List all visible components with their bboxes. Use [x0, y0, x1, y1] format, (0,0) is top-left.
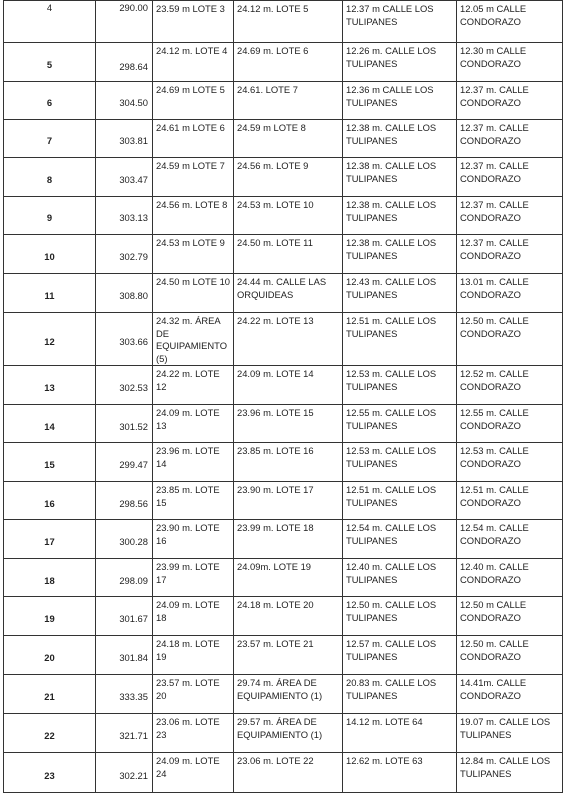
boundary-4-cell: 12.50 m. CALLE CONDORAZO	[457, 313, 563, 366]
boundary-1-cell: 23.96 m. LOTE 14	[153, 443, 234, 482]
boundary-4-cell: 12.37 m. CALLE CONDORAZO	[457, 120, 563, 158]
boundary-3-cell: 12.50 m. CALLE LOS TULIPANES	[343, 597, 457, 636]
boundary-1-cell: 24.09 m. LOTE 24	[153, 753, 234, 793]
lot-number-cell: 7	[4, 120, 96, 158]
table-row	[4, 120, 563, 158]
boundary-4-cell: 12.84 m. CALLE LOS TULIPANES	[457, 753, 563, 793]
boundary-4-cell: 12.30 m CALLE CONDORAZO	[457, 43, 563, 82]
boundary-2-cell: 24.61. LOTE 7	[234, 82, 343, 120]
boundary-2-cell: 24.09 m. LOTE 14	[234, 366, 343, 405]
area-cell: 301.84	[96, 636, 153, 675]
boundary-4-cell: 12.50 m. CALLE CONDORAZO	[457, 636, 563, 675]
area-cell: 302.21	[96, 753, 153, 793]
lot-number-cell: 16	[4, 482, 96, 520]
boundary-3-cell: 12.43 m. CALLE LOS TULIPANES	[343, 274, 457, 313]
lot-number-cell: 12	[4, 313, 96, 366]
table-row	[4, 1, 563, 43]
lot-number-cell: 6	[4, 82, 96, 120]
boundary-3-cell: 12.53 m. CALLE LOS TULIPANES	[343, 366, 457, 405]
lot-number-cell: 19	[4, 597, 96, 636]
boundary-4-cell: 12.54 m. CALLE CONDORAZO	[457, 520, 563, 559]
table-row	[4, 43, 563, 82]
boundary-4-cell: 12.55 m. CALLE CONDORAZO	[457, 405, 563, 443]
boundary-4-cell: 12.53 m. CALLE CONDORAZO	[457, 443, 563, 482]
table-row	[4, 753, 563, 793]
boundary-3-cell: 12.62 m. LOTE 63	[343, 753, 457, 793]
lot-number-cell: 11	[4, 274, 96, 313]
boundary-2-cell: 29.57 m. ÁREA DE EQUIPAMIENTO (1)	[234, 714, 343, 753]
boundary-2-cell: 24.56 m. LOTE 9	[234, 158, 343, 197]
table-row	[4, 636, 563, 675]
area-cell: 299.47	[96, 443, 153, 482]
boundary-2-cell: 23.57 m. LOTE 21	[234, 636, 343, 675]
boundary-3-cell: 12.38 m. CALLE LOS TULIPANES	[343, 120, 457, 158]
boundary-4-cell: 12.40 m. CALLE CONDORAZO	[457, 559, 563, 597]
table-row	[4, 197, 563, 235]
boundary-4-cell: 12.37 m. CALLE CONDORAZO	[457, 235, 563, 274]
boundary-2-cell: 23.90 m. LOTE 17	[234, 482, 343, 520]
lot-boundaries-table	[3, 0, 563, 793]
boundary-4-cell: 12.37 m. CALLE CONDORAZO	[457, 197, 563, 235]
table-row	[4, 82, 563, 120]
boundary-2-cell: 23.99 m. LOTE 18	[234, 520, 343, 559]
boundary-2-cell: 24.53 m. LOTE 10	[234, 197, 343, 235]
area-cell: 333.35	[96, 675, 153, 714]
boundary-2-cell: 24.18 m. LOTE 20	[234, 597, 343, 636]
lot-number-cell: 15	[4, 443, 96, 482]
lot-number-cell: 13	[4, 366, 96, 405]
area-cell: 321.71	[96, 714, 153, 753]
boundary-1-cell: 24.69 m LOTE 5	[153, 82, 234, 120]
boundary-4-cell: 14.41m. CALLE CONDORAZO	[457, 675, 563, 714]
table-row	[4, 675, 563, 714]
boundary-1-cell: 24.22 m. LOTE 12	[153, 366, 234, 405]
boundary-3-cell: 12.55 m. CALLE LOS TULIPANES	[343, 405, 457, 443]
lot-number-cell: 14	[4, 405, 96, 443]
boundary-1-cell: 24.56 m. LOTE 8	[153, 197, 234, 235]
area-cell: 298.64	[96, 43, 153, 82]
lot-number-cell: 5	[4, 43, 96, 82]
boundary-2-cell: 24.59 m LOTE 8	[234, 120, 343, 158]
lot-number-cell: 20	[4, 636, 96, 675]
area-cell: 303.66	[96, 313, 153, 366]
table-row	[4, 559, 563, 597]
boundary-1-cell: 24.61 m LOTE 6	[153, 120, 234, 158]
boundary-2-cell: 29.74 m. ÁREA DE EQUIPAMIENTO (1)	[234, 675, 343, 714]
area-cell: 303.13	[96, 197, 153, 235]
table-row	[4, 482, 563, 520]
lot-number-cell: 21	[4, 675, 96, 714]
area-cell: 301.52	[96, 405, 153, 443]
table-row	[4, 443, 563, 482]
boundary-2-cell: 23.06 m. LOTE 22	[234, 753, 343, 793]
area-cell: 303.81	[96, 120, 153, 158]
boundary-3-cell: 12.37 m CALLE LOS TULIPANES	[343, 1, 457, 43]
boundary-1-cell: 23.85 m. LOTE 15	[153, 482, 234, 520]
area-cell: 303.47	[96, 158, 153, 197]
table-row	[4, 235, 563, 274]
boundary-3-cell: 12.51 m. CALLE LOS TULIPANES	[343, 482, 457, 520]
area-cell: 308.80	[96, 274, 153, 313]
boundary-2-cell: 24.50 m. LOTE 11	[234, 235, 343, 274]
boundary-1-cell: 24.09 m. LOTE 18	[153, 597, 234, 636]
boundary-4-cell: 12.50 m CALLE CONDORAZO	[457, 597, 563, 636]
boundary-4-cell: 12.05 m CALLE CONDORAZO	[457, 1, 563, 43]
table-row	[4, 274, 563, 313]
area-cell: 304.50	[96, 82, 153, 120]
area-cell: 298.09	[96, 559, 153, 597]
boundary-1-cell: 24.50 m LOTE 10	[153, 274, 234, 313]
boundary-3-cell: 12.40 m. CALLE LOS TULIPANES	[343, 559, 457, 597]
boundary-4-cell: 12.51 m. CALLE CONDORAZO	[457, 482, 563, 520]
boundary-3-cell: 12.51 m. CALLE LOS TULIPANES	[343, 313, 457, 366]
boundary-3-cell: 12.38 m. CALLE LOS TULIPANES	[343, 197, 457, 235]
area-cell: 290.00	[96, 1, 153, 43]
boundary-1-cell: 24.12 m. LOTE 4	[153, 43, 234, 82]
boundary-2-cell: 24.22 m. LOTE 13	[234, 313, 343, 366]
boundary-1-cell: 24.09 m. LOTE 13	[153, 405, 234, 443]
boundary-3-cell: 12.38 m. CALLE LOS TULIPANES	[343, 158, 457, 197]
lot-number-cell: 4	[4, 1, 96, 43]
lot-number-cell: 9	[4, 197, 96, 235]
lot-number-cell: 8	[4, 158, 96, 197]
boundary-1-cell: 23.90 m. LOTE 16	[153, 520, 234, 559]
boundary-1-cell: 23.57 m. LOTE 20	[153, 675, 234, 714]
table-row	[4, 597, 563, 636]
area-cell: 302.53	[96, 366, 153, 405]
boundary-4-cell: 19.07 m. CALLE LOS TULIPANES	[457, 714, 563, 753]
boundary-3-cell: 12.54 m. CALLE LOS TULIPANES	[343, 520, 457, 559]
boundary-1-cell: 23.59 m LOTE 3	[153, 1, 234, 43]
boundary-3-cell: 12.53 m. CALLE LOS TULIPANES	[343, 443, 457, 482]
boundary-1-cell: 24.32 m. ÁREA DE EQUIPAMIENTO (5)	[153, 313, 234, 366]
area-cell: 301.67	[96, 597, 153, 636]
table-body	[4, 1, 563, 793]
boundary-4-cell: 12.37 m. CALLE CONDORAZO	[457, 82, 563, 120]
boundary-3-cell: 20.83 m. CALLE LOS TULIPANES	[343, 675, 457, 714]
boundary-2-cell: 23.85 m. LOTE 16	[234, 443, 343, 482]
boundary-1-cell: 24.18 m. LOTE 19	[153, 636, 234, 675]
boundary-2-cell: 23.96 m. LOTE 15	[234, 405, 343, 443]
table-row	[4, 313, 563, 366]
boundary-3-cell: 12.57 m. CALLE LOS TULIPANES	[343, 636, 457, 675]
boundary-2-cell: 24.12 m. LOTE 5	[234, 1, 343, 43]
lot-number-cell: 17	[4, 520, 96, 559]
boundary-2-cell: 24.69 m. LOTE 6	[234, 43, 343, 82]
area-cell: 302.79	[96, 235, 153, 274]
boundary-4-cell: 12.37 m. CALLE CONDORAZO	[457, 158, 563, 197]
boundary-1-cell: 24.59 m LOTE 7	[153, 158, 234, 197]
lot-number-cell: 10	[4, 235, 96, 274]
boundary-2-cell: 24.09m. LOTE 19	[234, 559, 343, 597]
lot-number-cell: 18	[4, 559, 96, 597]
lot-number-cell: 22	[4, 714, 96, 753]
boundary-4-cell: 12.52 m. CALLE CONDORAZO	[457, 366, 563, 405]
table-row	[4, 714, 563, 753]
table-row	[4, 158, 563, 197]
lot-number-cell: 23	[4, 753, 96, 793]
table-row	[4, 520, 563, 559]
boundary-3-cell: 12.36 m CALLE LOS TULIPANES	[343, 82, 457, 120]
table-row	[4, 366, 563, 405]
boundary-3-cell: 12.26 m. CALLE LOS TULIPANES	[343, 43, 457, 82]
boundary-2-cell: 24.44 m. CALLE LAS ORQUIDEAS	[234, 274, 343, 313]
area-cell: 300.28	[96, 520, 153, 559]
boundary-3-cell: 12.38 m. CALLE LOS TULIPANES	[343, 235, 457, 274]
area-cell: 298.56	[96, 482, 153, 520]
boundary-3-cell: 14.12 m. LOTE 64	[343, 714, 457, 753]
boundary-1-cell: 24.53 m LOTE 9	[153, 235, 234, 274]
boundary-4-cell: 13.01 m. CALLE CONDORAZO	[457, 274, 563, 313]
table-row	[4, 405, 563, 443]
boundary-1-cell: 23.99 m. LOTE 17	[153, 559, 234, 597]
boundary-1-cell: 23.06 m. LOTE 23	[153, 714, 234, 753]
